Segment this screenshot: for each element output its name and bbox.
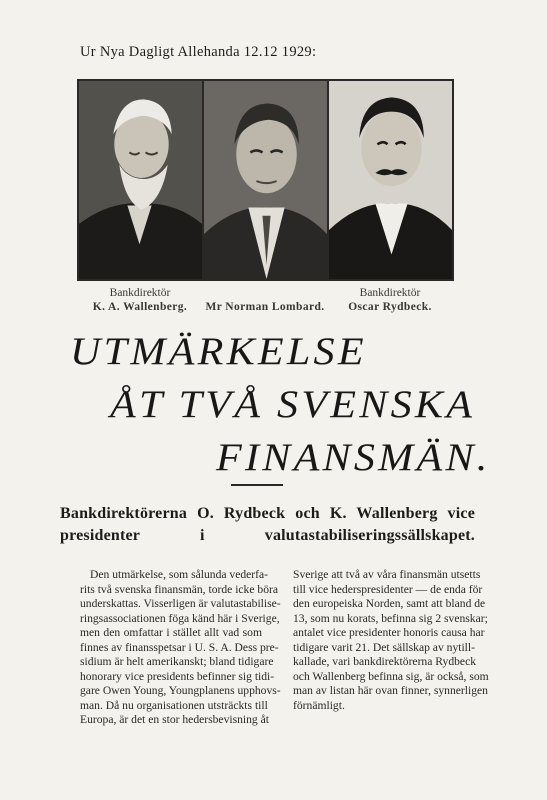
headline-line-2: ÅT TVÅ SVENSKA [110, 383, 476, 426]
text-line: till vice hederspresidenter — de enda för [293, 582, 483, 596]
text-line: kallade, vari bankdirektörerna Rydbeck [293, 655, 477, 668]
caption-name: K. A. Wallenberg. [92, 301, 188, 313]
text-line: sidium är helt amerikanskt; bland tidigare [80, 655, 274, 668]
portrait-lombard [204, 81, 327, 279]
caption-lombard [200, 300, 330, 314]
caption-name: Oscar Rydbeck. [348, 301, 432, 313]
caption-name: Mr Norman Lombard. [205, 301, 325, 313]
divider-rule [231, 484, 283, 486]
text-line: man av listan här ovan finner, synnerligen [293, 684, 488, 697]
headline-line-1: UTMÄRKELSE [70, 330, 367, 373]
text-line: ringsassociationen föga känd här i Sverige, [80, 611, 280, 625]
caption-wallenberg [80, 286, 200, 314]
source-line: Ur Nya Dagligt Allehanda 12.12 1929: [80, 44, 317, 60]
text-line: antalet vice presidenter honoris causa har [293, 626, 485, 639]
headline-line-3: FINANSMÄN. [216, 436, 491, 479]
text-line: Europa, är det en stor hedersbevisning åt [80, 713, 269, 726]
text-line: rits två svenska finansmän, torde icke böra [80, 582, 278, 596]
caption-rydbeck [330, 286, 450, 314]
text-line: tidigare varit 21. Det sällskap av nytill- [293, 640, 475, 654]
text-line: men den omfattar i stället allt vad som [80, 626, 262, 639]
text-line: Sverige att två av våra finansmän utsetts [293, 568, 481, 581]
text-line: Den utmärkelse, som sålunda vederfa- [90, 568, 269, 581]
article-column-right [293, 568, 489, 728]
text-line: finnes av finansspetsar i U. S. A. Dess pre- [80, 640, 279, 654]
text-line: gare Owen Young, Youngplanens upphovs- [80, 684, 281, 697]
portrait-wallenberg [79, 81, 202, 279]
portrait-photo-strip [77, 79, 454, 281]
caption-title: Bankdirektör [359, 287, 421, 299]
caption-title: Bankdirektör [109, 287, 171, 299]
subheadline: Bankdirektörerna O. Rydbeck och K. Wallenberg vice presidenter i valutastabiliseringssällskapet. [60, 505, 475, 544]
text-line: 13, som nu korats, befinna sig 2 svenskar; [293, 611, 488, 625]
text-line: förnämligt. [293, 698, 345, 712]
text-line: den europeiska Norden, samt att bland de [293, 597, 486, 610]
portrait-rydbeck [329, 81, 452, 279]
article-body [80, 568, 489, 728]
text-line: honorary vice presidents befinner sig tidi- [80, 669, 275, 683]
text-line: underskattas. Visserligen är valutastabilise- [80, 597, 281, 610]
article-column-left [80, 568, 281, 728]
text-line: och Wallenberg befinna sig, är också, som [293, 669, 489, 683]
text-line: man. Då nu organisationen utsträckts till [80, 698, 268, 712]
